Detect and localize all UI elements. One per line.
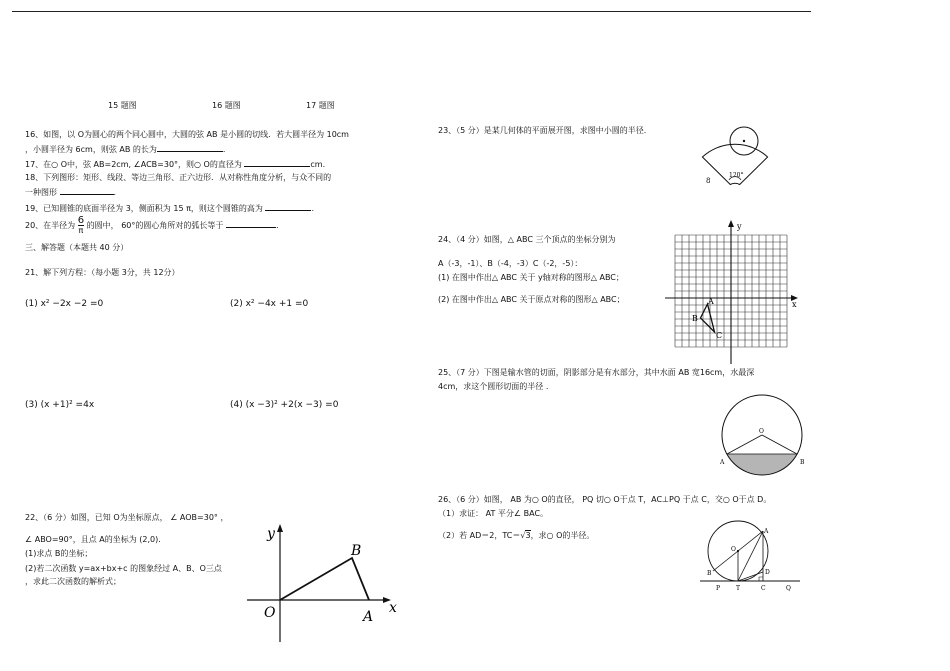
q22-line1: 22、（6 分）如图，已知 O为坐标原点， ∠ AOB=30° ， <box>25 513 229 522</box>
q26-A-label: A <box>764 528 769 535</box>
q22-line5: ，求此二次函数的解析式； <box>25 577 121 586</box>
q26-line1: 26、（6 分）如图， AB 为○ O的直径， PQ 切○ O于点 T，AC⊥PQ 于点 C，交○ O于点 D。 <box>438 495 772 504</box>
q23-side-label: 8 <box>706 177 711 185</box>
caption-fig17: 17 题图 <box>306 101 335 110</box>
fraction-6-over-pi: $\frac{6}{\pi}$ <box>77 215 85 235</box>
q21-eq2: (2) x² −4x +1 =0 <box>230 299 309 309</box>
q18-line2: 一种图形 . <box>25 188 117 197</box>
q24-figure <box>665 218 800 366</box>
q25-A-label: A <box>720 459 725 466</box>
q23-text: 23、（5 分）是某几何体的平面展开图，求图中小圆的半径. <box>438 126 647 135</box>
q18-line1: 18、下列图形：矩形、线段、等边三角形、正六边形．从对称性角度分析，与众不同的 <box>25 173 332 182</box>
q22-line3: (1)求点 B的坐标； <box>25 549 93 558</box>
caption-fig16: 16 题图 <box>212 101 241 110</box>
q26-D-label: D <box>765 569 770 576</box>
q24-line2: A（-3，-1）、B（-4，-3）C（-2，-5）： <box>438 259 583 268</box>
q16-line1: 16、如图，以 O为圆心的两个同心圆中，大圆的弦 AB 是小圆的切线．若大圆半径为 10cm <box>25 130 349 139</box>
q24-x-label: x <box>792 300 797 309</box>
q26-line2: （1）求证： AT 平分∠ BAC。 <box>438 509 549 518</box>
q26-Q-label: Q <box>786 585 791 592</box>
q16-line2: ，小圆半径为 6cm，则弦 AB 的长为 . <box>25 145 226 154</box>
q26-figure <box>700 520 810 596</box>
q26-O-label: O <box>731 546 736 553</box>
q24-line3: (1) 在图中作出△ ABC 关于 y轴对称的图形△ ABC； <box>438 273 624 282</box>
q26-P-label: P <box>716 585 721 592</box>
q25-O-label: O <box>759 428 764 435</box>
q25-line1: 25、（7 分）下图是输水管的切面，阴影部分是有水部分，其中水面 AB 宽16cm，水最深 <box>438 368 755 377</box>
q26-line3: （2）若 AD＝2，TC＝√3，求○ O的半径。 <box>438 531 595 540</box>
q21-eq1: (1) x² −2x −2 =0 <box>25 299 104 309</box>
q22-B-label: B <box>351 543 362 559</box>
q22-y-label: y <box>267 526 275 542</box>
q24-C-label: C <box>716 331 723 340</box>
q21-eq3: (3) (x +1)² =4x <box>25 400 95 410</box>
caption-fig15: 15 题图 <box>108 101 137 110</box>
section3-title: 三、解答题（本题共 40 分） <box>25 243 129 252</box>
q26-T-label: T <box>736 585 741 592</box>
q23-figure <box>695 125 785 195</box>
q23-angle-label: 120° <box>729 172 744 179</box>
q22-figure <box>245 518 405 646</box>
q25-figure <box>712 393 812 483</box>
q17: 17、在○ O中，弦 AB=2cm, ∠ACB=30°，则○ O的直径为 cm. <box>25 160 326 169</box>
q26-C-label: C <box>761 585 766 592</box>
q26-B-label: B <box>707 570 712 577</box>
q24-y-label: y <box>737 222 742 231</box>
top-rule <box>12 11 811 12</box>
q20: 20、在半径为 $\frac{6}{\pi}$ 的圆中， 60°的圆心角所对的弧长等于 . <box>25 215 279 235</box>
q22-x-label: x <box>389 600 397 616</box>
q21-title: 21、解下列方程：（每小题 3分，共 12分） <box>25 268 180 277</box>
q25-B-label: B <box>800 459 805 466</box>
q24-B-label: B <box>692 314 698 323</box>
q19: 19、已知圆锥的底面半径为 3，侧面积为 15 π，则这个圆锥的高为 . <box>25 204 314 213</box>
q21-eq4: (4) (x −3)² +2(x −3) =0 <box>230 400 339 410</box>
q24-A-label: A <box>708 297 714 306</box>
q24-line1: 24、（4 分）如图，△ ABC 三个顶点的坐标分别为 <box>438 235 616 244</box>
q22-O-label: O <box>264 605 276 621</box>
q22-line2: ∠ ABO=90°，且点 A的坐标为 (2,0)． <box>25 535 167 544</box>
q22-line4: (2)若二次函数 y=ax+bx+c 的图象经过 A、B、O三点 <box>25 564 222 573</box>
q24-line4: (2) 在图中作出△ ABC 关于原点对称的图形△ ABC； <box>438 295 625 304</box>
q25-line2: 4cm，求这个圆形切面的半径 . <box>438 382 549 391</box>
q22-A-label: A <box>363 609 374 625</box>
